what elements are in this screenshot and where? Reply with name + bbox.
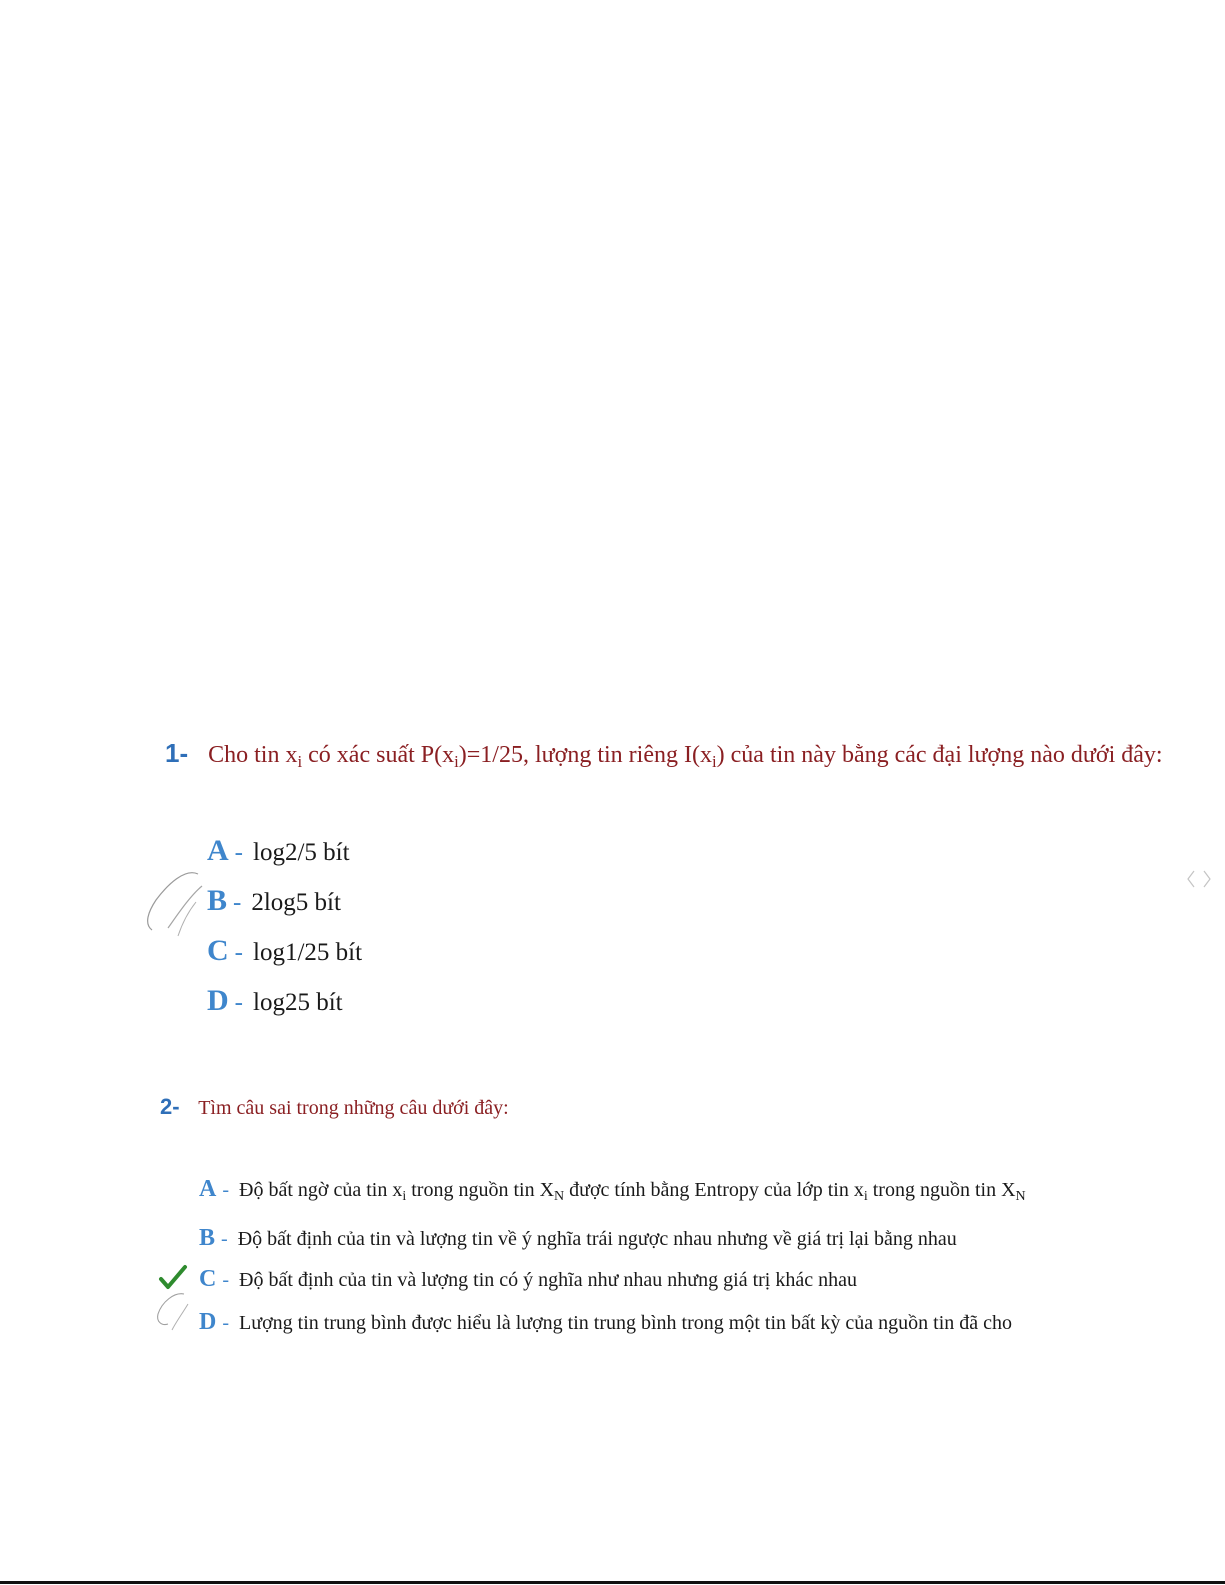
question-2-text: Tìm câu sai trong những câu dưới đây: — [198, 1097, 509, 1119]
q2-option-d[interactable]: D - Lượng tin trung bình được hiểu là lượng tin trung bình trong một tin bất kỳ của nguồn tin đã cho — [199, 1309, 1013, 1335]
q1-option-c[interactable]: C - log1/25 bít — [207, 934, 363, 967]
scribble-icon — [140, 866, 210, 941]
q1-option-a-text: log2/5 bít — [253, 839, 350, 866]
q2-option-d-text: Lượng tin trung bình được hiểu là lượng tin trung bình trong một tin bất kỳ của nguồn tin đã cho — [239, 1312, 1013, 1334]
question-2 — [160, 1094, 509, 1120]
q1-option-d-text: log25 bít — [253, 989, 343, 1016]
q2-option-a-letter: A — [199, 1176, 217, 1202]
q2-option-c-letter: C — [199, 1266, 217, 1292]
q1-option-c-text: log1/25 bít — [253, 939, 363, 966]
q1-option-b-text: 2log5 bít — [251, 889, 341, 916]
q1-option-d-letter: D — [207, 984, 229, 1017]
question-1-text: Cho tin $x_i$ có xác suất $P(x_i)=1/25$, lượng tin riêng $I(x_i)$ của tin này bằng các đại lượng nào dưới đây: — [208, 742, 1163, 772]
q1-option-c-letter: C — [207, 934, 229, 967]
q2-option-b-text: Độ bất định của tin và lượng tin về ý nghĩa trái ngược nhau nhưng về giá trị lại bằng nhau — [237, 1228, 957, 1250]
margin-mark-icon — [1186, 869, 1212, 889]
q1-option-a[interactable]: A - log2/5 bít — [207, 834, 350, 867]
check-icon — [158, 1264, 188, 1290]
q2-option-d-letter: D — [199, 1309, 217, 1335]
scribble-icon — [154, 1290, 194, 1332]
q2-option-a-text: Độ bất ngờ của tin $x_i$ trong nguồn tin $X_N$ được tính bằng Entropy của lớp tin $x_i$ trong nguồn tin $X_N$ — [239, 1179, 1026, 1205]
q2-option-c[interactable]: C - Độ bất định của tin và lượng tin có ý nghĩa như nhau nhưng giá trị khác nhau — [199, 1266, 857, 1292]
q2-option-b[interactable]: B - Độ bất định của tin và lượng tin về ý nghĩa trái ngược nhau nhưng về giá trị lại bằng nhau — [199, 1225, 957, 1251]
question-1 — [165, 738, 1163, 772]
question-1-number: 1- — [165, 738, 189, 768]
q1-option-b[interactable]: B - 2log5 bít — [207, 884, 341, 917]
q1-option-b-letter: B — [207, 884, 228, 917]
question-2-number: 2- — [160, 1094, 180, 1119]
page-bottom-border — [0, 1581, 1225, 1584]
q2-option-a[interactable]: A - Độ bất ngờ của tin $x_i$ trong nguồn tin $X_N$ được tính bằng Entropy của lớp tin $x_i$ trong nguồn tin $X_N$ — [199, 1176, 1026, 1205]
q2-option-c-text: Độ bất định của tin và lượng tin có ý nghĩa như nhau nhưng giá trị khác nhau — [239, 1269, 857, 1291]
q1-option-a-letter: A — [207, 834, 229, 867]
q2-option-b-letter: B — [199, 1225, 216, 1251]
q1-option-d[interactable]: D - log25 bít — [207, 984, 343, 1017]
